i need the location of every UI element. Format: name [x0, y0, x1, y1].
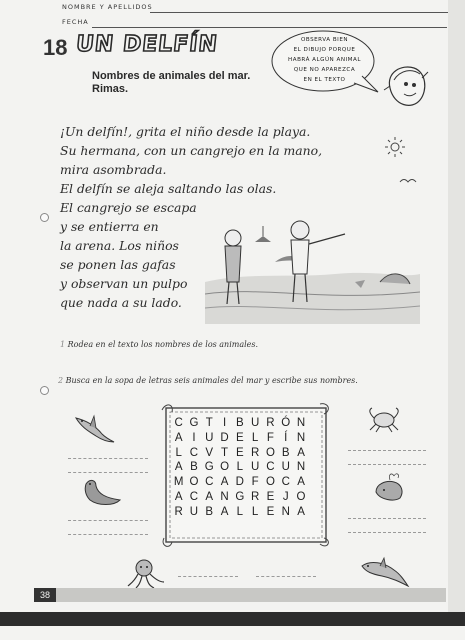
subtitle-line: Nombres de animales del mar. [92, 70, 251, 82]
letter-cell[interactable]: I [222, 417, 227, 429]
letter-cell[interactable]: O [265, 476, 275, 489]
letter-cell[interactable]: L [175, 446, 182, 459]
story-line: mira asombrada. [60, 162, 167, 177]
page-edge [448, 0, 465, 612]
letter-cell[interactable]: N [281, 505, 290, 518]
subtitle [92, 70, 250, 96]
letter-cell[interactable]: B [205, 505, 214, 518]
letter-cell[interactable]: F [251, 476, 259, 489]
letter-cell[interactable]: R [250, 446, 260, 459]
binder-hole [40, 386, 49, 395]
letter-cell[interactable]: U [250, 417, 260, 429]
letter-cell[interactable]: C [205, 476, 214, 489]
whale-icon [372, 470, 408, 506]
story-line: que nada a su lado. [60, 295, 182, 310]
dolphin-icon [358, 552, 410, 590]
letter-cell[interactable]: N [296, 431, 306, 444]
letter-cell[interactable]: R [174, 505, 183, 518]
letter-cell[interactable]: G [204, 461, 214, 474]
letter-cell[interactable]: O [265, 446, 275, 459]
letter-cell[interactable]: L [251, 505, 259, 518]
letter-cell[interactable]: N [296, 461, 306, 474]
letter-cell[interactable]: T [205, 417, 213, 429]
letter-cell[interactable]: E [266, 490, 275, 503]
sun-illustration [383, 136, 407, 158]
bubble-line: QUE NO APAREZCA [293, 67, 356, 73]
subtitle-line: Rimas. [92, 83, 129, 95]
story-line: y observan un pulpo [60, 276, 188, 291]
footer-bar [0, 612, 465, 626]
letter-cell[interactable]: N [296, 417, 306, 429]
letter-cell[interactable]: J [282, 490, 289, 503]
answer-line[interactable] [68, 458, 148, 459]
word-search-row [171, 490, 309, 505]
lesson-title: UN DELFÍN [74, 32, 220, 57]
seal-icon [80, 476, 126, 510]
bubble-line: EN EL TEXTO [303, 77, 346, 83]
story-line: y se entierra en [60, 219, 159, 234]
letter-cell[interactable]: C [189, 446, 199, 459]
letter-cell[interactable]: A [297, 476, 305, 489]
letter-cell[interactable]: U [250, 461, 260, 474]
lesson-number: 18 [43, 35, 68, 60]
letter-cell[interactable]: L [251, 431, 259, 444]
answer-line[interactable] [348, 450, 426, 451]
exercise-text: Busca en la sopa de letras seis animales del mar y escribe sus nombres. [65, 376, 358, 385]
story-line: Su hermana, con un cangrejo en la mano, [60, 143, 323, 158]
letter-cell[interactable]: U [205, 431, 214, 444]
letter-cell[interactable]: B [190, 461, 198, 474]
date-label: FECHA [62, 18, 89, 26]
story-line: El cangrejo se escapa [60, 200, 197, 215]
bubble-line: HABRÁ ALGÚN ANIMAL [288, 57, 361, 63]
letter-cell[interactable]: O [296, 490, 306, 503]
letter-cell[interactable]: A [297, 505, 305, 518]
exercise-number: 1 [60, 340, 66, 349]
octopus-icon [126, 556, 166, 590]
exercise-2 [58, 376, 358, 385]
word-search-row [171, 475, 309, 490]
answer-line[interactable] [68, 534, 148, 535]
answer-line[interactable] [68, 472, 148, 473]
letter-cell[interactable]: Ó [281, 417, 291, 429]
letter-cell[interactable]: E [236, 431, 244, 444]
footer-strip [56, 588, 446, 602]
word-search-grid [171, 416, 309, 520]
letter-cell[interactable]: A [174, 490, 183, 503]
exercise-1 [60, 340, 258, 349]
letter-cell[interactable]: C [281, 476, 290, 489]
letter-cell[interactable]: A [174, 461, 183, 474]
exercise-text: Rodea en el texto los nombres de los animales. [67, 340, 259, 349]
letter-cell[interactable]: V [205, 446, 214, 459]
crab-icon [366, 404, 402, 434]
letter-cell[interactable]: A [220, 476, 229, 489]
word-search-row [171, 505, 309, 520]
mascot-illustration [380, 60, 432, 112]
word-search-row [171, 446, 309, 461]
binder-hole [40, 213, 49, 222]
letter-cell[interactable]: F [266, 431, 274, 444]
letter-cell[interactable]: G [235, 490, 245, 503]
letter-cell[interactable]: N [220, 490, 229, 503]
letter-cell[interactable]: A [220, 505, 229, 518]
letter-cell[interactable]: G [189, 417, 199, 429]
letter-cell[interactable]: A [297, 446, 305, 459]
answer-line[interactable] [348, 532, 426, 533]
letter-cell[interactable]: O [189, 476, 199, 489]
letter-cell[interactable]: E [266, 505, 275, 518]
letter-cell[interactable]: Í [284, 431, 288, 444]
letter-cell[interactable]: U [281, 461, 290, 474]
letter-cell[interactable]: T [221, 446, 229, 459]
bubble-line: EL DIBUJO PORQUE [293, 47, 356, 53]
beach-illustration [205, 212, 420, 324]
letter-cell[interactable]: R [250, 490, 260, 503]
answer-line[interactable] [256, 576, 316, 577]
letter-cell[interactable]: U [189, 505, 199, 518]
letter-cell[interactable]: L [236, 461, 244, 474]
letter-cell[interactable]: D [220, 431, 229, 444]
answer-line[interactable] [68, 520, 148, 521]
letter-cell[interactable]: C [189, 490, 199, 503]
letter-cell[interactable]: O [220, 461, 230, 474]
letter-cell[interactable]: B [236, 417, 244, 429]
story-line: El delfín se aleja saltando las olas. [60, 181, 277, 196]
answer-line[interactable] [178, 576, 238, 577]
bubble-line: OBSERVA BIEN [300, 37, 349, 43]
letter-cell[interactable]: I [192, 431, 196, 444]
letter-cell[interactable]: E [236, 446, 244, 459]
letter-cell[interactable]: A [174, 431, 183, 444]
birds-illustration [398, 174, 422, 188]
speech-bubble-text [277, 35, 372, 85]
letter-cell[interactable]: R [266, 417, 275, 429]
shark-icon [72, 408, 116, 444]
word-search-row [171, 416, 309, 431]
name-line [150, 12, 450, 13]
letter-cell[interactable]: C [174, 417, 183, 429]
letter-cell[interactable]: M [173, 476, 184, 489]
story-line: la arena. Los niños [60, 238, 179, 253]
letter-cell[interactable]: L [236, 505, 244, 518]
word-search-row [171, 431, 309, 446]
letter-cell[interactable]: A [205, 490, 214, 503]
page-number: 38 [34, 588, 56, 602]
letter-cell[interactable]: C [266, 461, 275, 474]
word-search-row [171, 460, 309, 475]
letter-cell[interactable]: D [235, 476, 244, 489]
exercise-number: 2 [58, 376, 64, 385]
story-line: se ponen las gafas [60, 257, 176, 272]
story-line: ¡Un delfín!, grita el niño desde la playa. [60, 124, 311, 139]
name-label: NOMBRE Y APELLIDOS [62, 3, 153, 11]
answer-line[interactable] [348, 518, 426, 519]
answer-line[interactable] [348, 464, 426, 465]
letter-cell[interactable]: B [281, 446, 290, 459]
